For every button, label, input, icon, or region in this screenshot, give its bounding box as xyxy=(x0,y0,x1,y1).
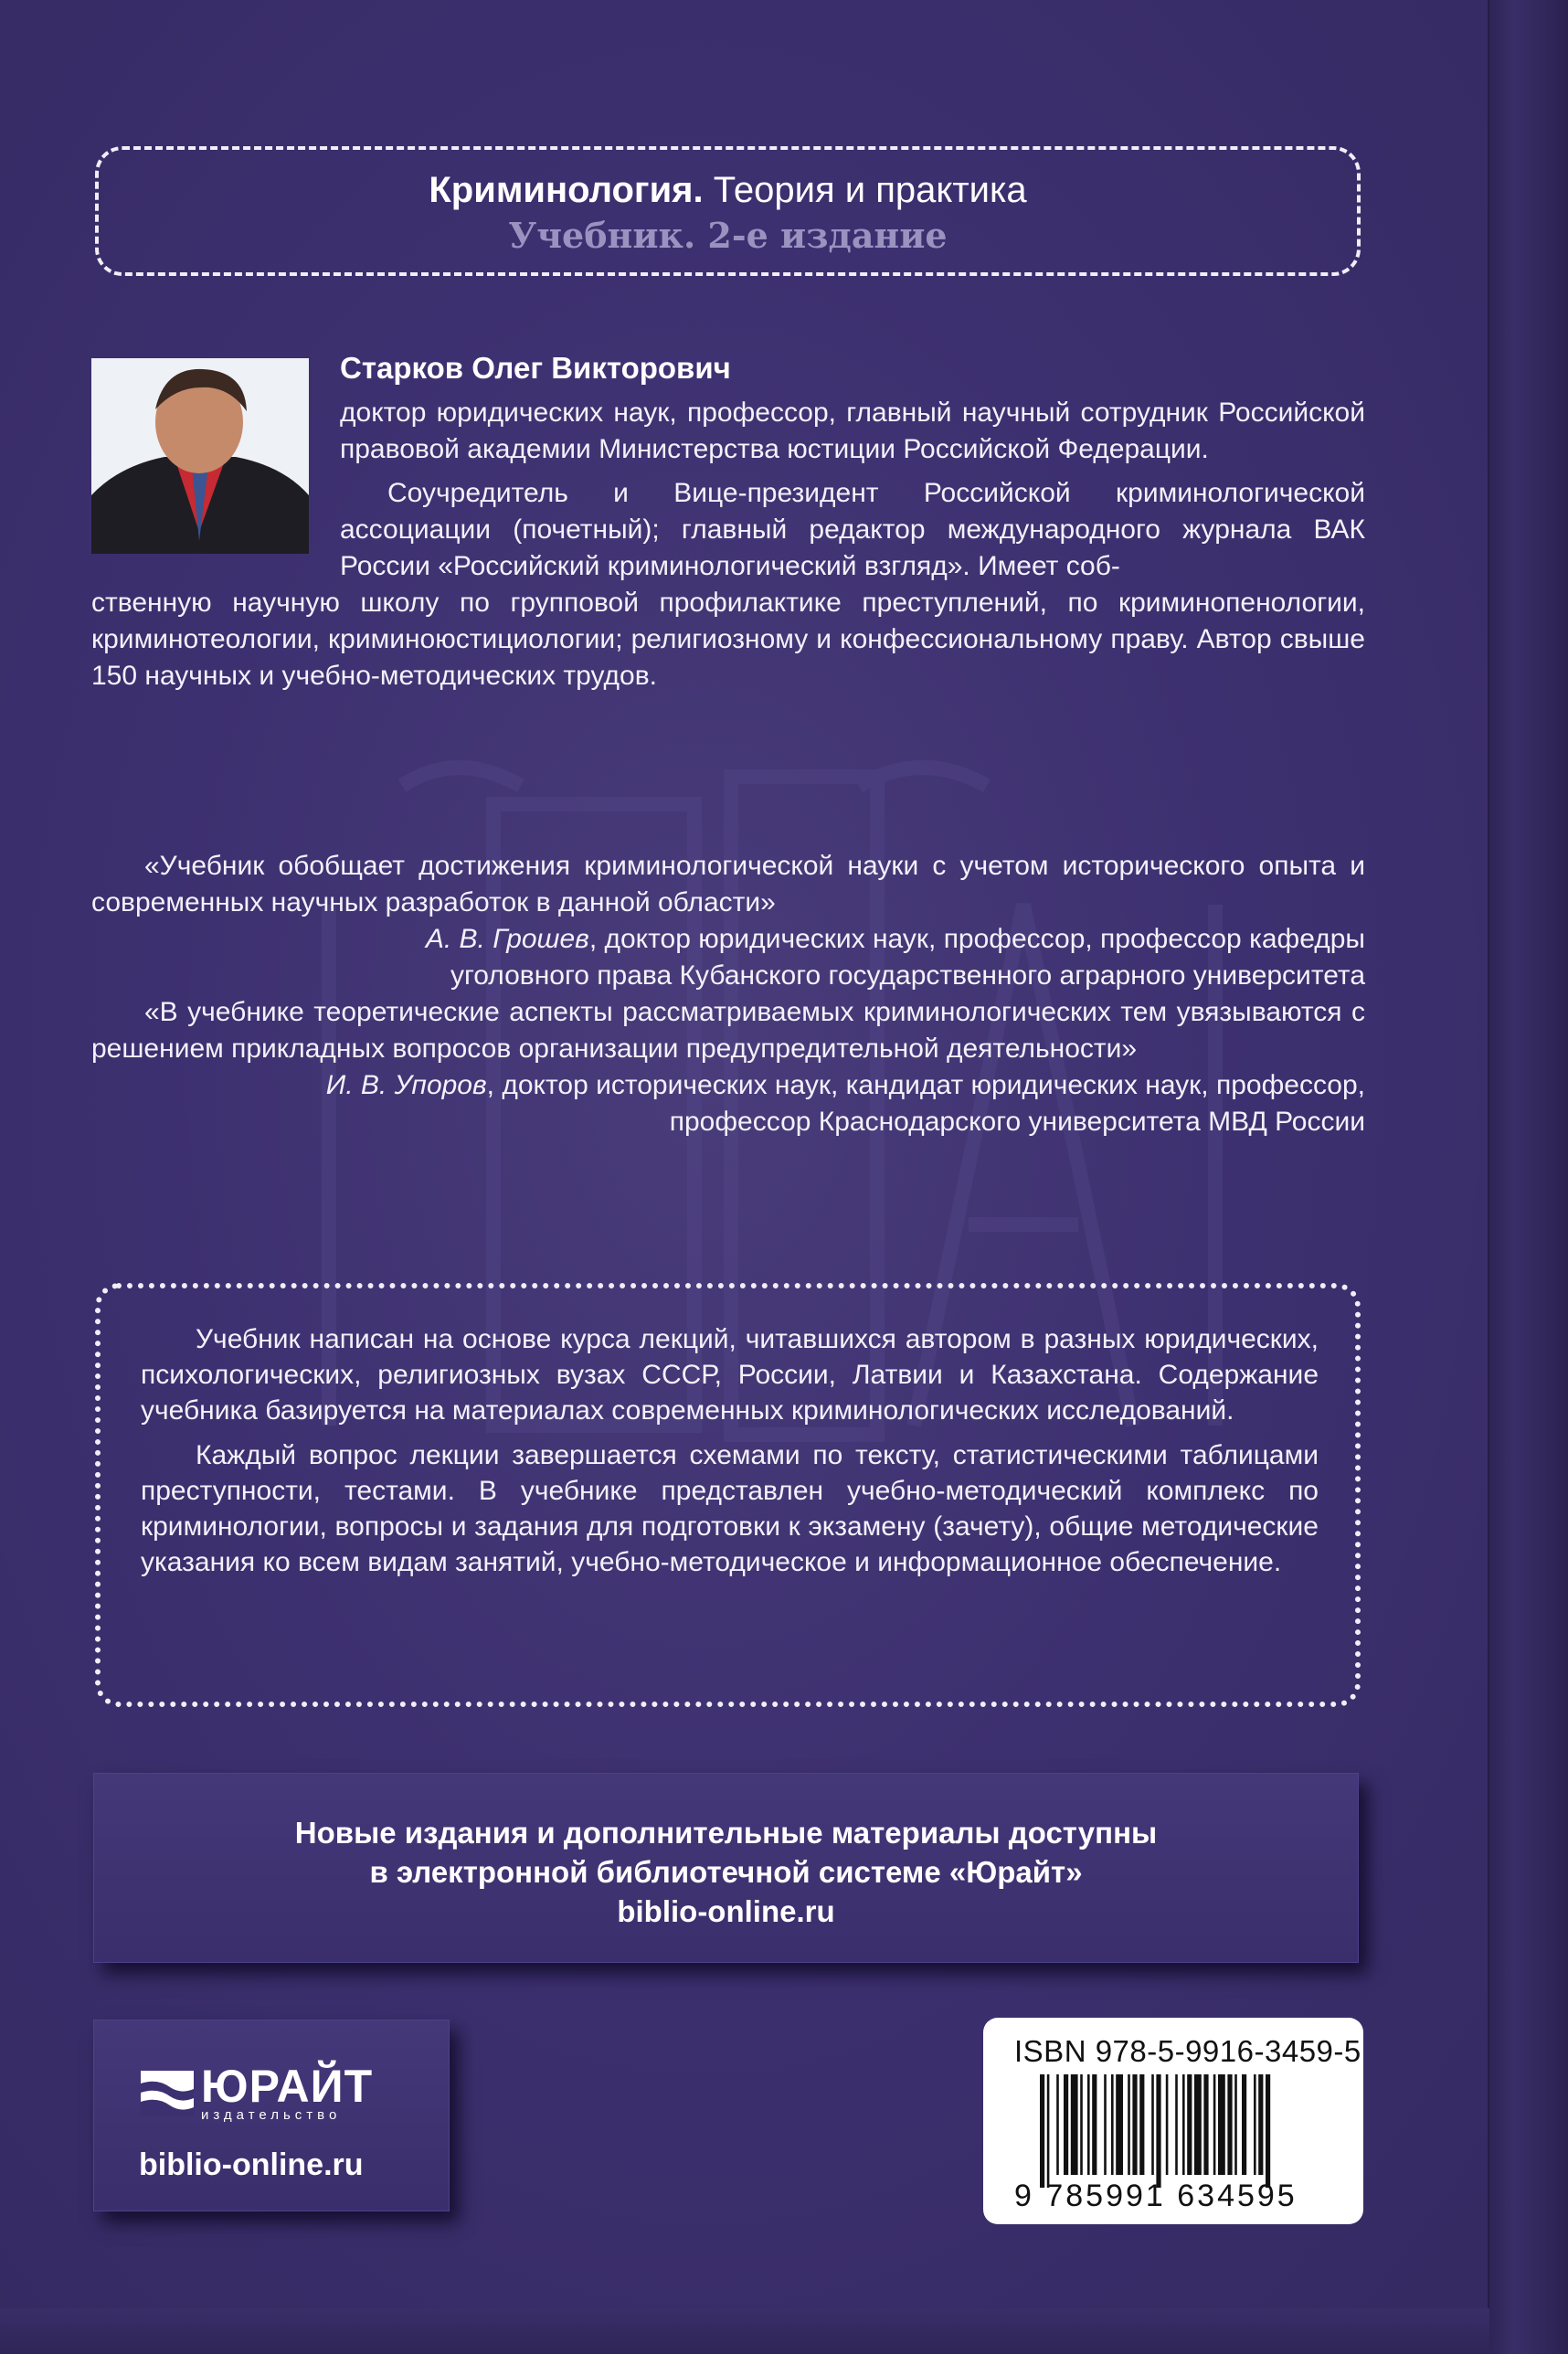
bio-paragraph-2-continued: ственную научную школу по групповой профилактике преступлений, по криминопенологии, криминотеологии, криминоюстициологии; религиозному и конфессиональному праву. Автор свыше 150 научных и учебно-методических трудов. xyxy=(91,588,1365,691)
barcode-icon xyxy=(1040,2074,1341,2188)
bio-paragraph-1: доктор юридических наук, профессор, главный научный сотрудник Российской правовой академии Министерства юстиции Российской Федерации. xyxy=(340,398,1365,464)
bio-paragraph-2: Соучредитель и Вице-президент Российской криминологической ассоциации (почетный); главный редактор международного журнала ВАК России «Российский криминологический взгляд». Имеет соб- xyxy=(340,478,1365,581)
publisher-name: ЮРАЙТ xyxy=(201,2061,374,2112)
reviews-section xyxy=(91,848,1365,1140)
book-title: Криминология. Теория и практика xyxy=(429,170,1027,210)
cover-bottom-edge xyxy=(0,2308,1489,2354)
review-quote: «Учебник обобщает достижения криминологической науки с учетом исторического опыта и современных научных разработок в данной области» xyxy=(91,851,1365,917)
publisher-url: biblio-online.ru xyxy=(139,2147,364,2182)
publisher-logo xyxy=(139,2061,374,2123)
review-signer: И. В. Упоров, доктор исторических наук, кандидат юридических наук, профессор, профессор Краснодарского университета МВД России xyxy=(325,1070,1365,1137)
cover-spine-edge xyxy=(1488,0,1568,2354)
book-subtitle: Учебник. 2-е издание xyxy=(508,215,948,256)
barcode-digits: 9 785991 634595 xyxy=(1014,2179,1298,2213)
description-paragraph-1: Учебник написан на основе курса лекций, читавшихся автором в разных юридических, психологических, религиозных вузах СССР, России, Латвии и Казахстана. Содержание учебника базируется на материалах современных криминологических исследований. xyxy=(141,1324,1319,1426)
author-name: Старков Олег Викторович xyxy=(340,351,731,385)
promo-url: biblio-online.ru xyxy=(617,1894,835,1928)
author-bio xyxy=(91,395,1365,695)
publisher-subtitle: издательство xyxy=(201,2107,342,2123)
description-paragraph-2: Каждый вопрос лекции завершается схемами по тексту, статистическими таблицами преступности, тестами. В учебнике представлен учебно-методический комплекс по криминологии, вопросы и задания для подготовки к экзамену (зачету), общие методические указания ко всем видам занятий, учебно-методическое и информационное обеспечение. xyxy=(141,1440,1319,1577)
isbn-barcode-box xyxy=(983,2018,1363,2224)
review-quote: «В учебнике теоретические аспекты рассматриваемых криминологических тем увязываются с решением прикладных вопросов организации предупредительной деятельности» xyxy=(91,997,1365,1064)
isbn-label: ISBN 978-5-9916-3459-5 xyxy=(1014,2034,1361,2068)
promo-line-1: Новые издания и дополнительные материалы доступны xyxy=(294,1816,1158,1850)
promo-line-2: в электронной библиотечной системе «Юрайт» xyxy=(369,1855,1083,1889)
title-box xyxy=(95,146,1361,276)
promo-panel xyxy=(93,1773,1359,1963)
publisher-panel xyxy=(93,2020,450,2211)
publisher-logo-icon xyxy=(139,2065,196,2122)
description-box xyxy=(95,1283,1361,1707)
review-signer: А. В. Грошев, доктор юридических наук, профессор, профессор кафедры уголовного права Кубанского государственного аграрного университета xyxy=(425,924,1365,991)
